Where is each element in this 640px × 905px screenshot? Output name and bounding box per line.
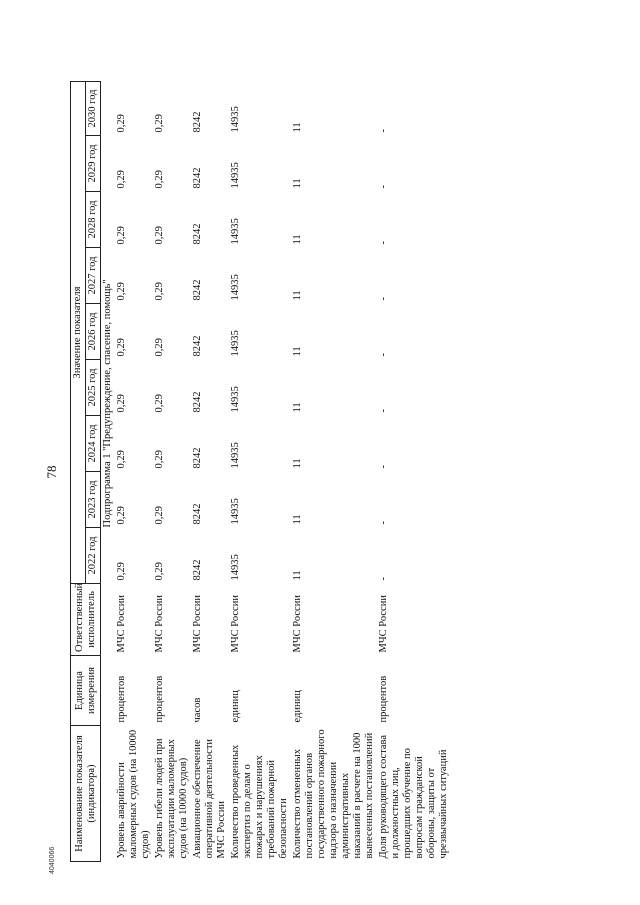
table-row xyxy=(229,81,291,861)
header-year: 2022 год xyxy=(86,528,101,584)
table-row xyxy=(191,81,229,861)
indicator-value: 0,29 xyxy=(116,226,127,245)
indicator-value: 0,29 xyxy=(116,338,127,357)
indicator-executor: МЧС России xyxy=(292,595,303,653)
indicator-value: 0,29 xyxy=(154,114,165,133)
indicator-value: 8242 xyxy=(192,335,203,357)
indicator-value: 8242 xyxy=(192,447,203,469)
indicator-value: 11 xyxy=(292,570,303,581)
indicator-name: Уровень гибели людей при эксплуатации маломерных судов (на 10000 судов) xyxy=(154,738,189,859)
header-year: 2030 год xyxy=(86,81,101,135)
table-row xyxy=(291,81,377,861)
indicator-executor: МЧС России xyxy=(116,595,127,653)
indicator-unit: единиц xyxy=(230,690,241,723)
table-row xyxy=(377,81,451,861)
indicator-value: 11 xyxy=(292,178,303,189)
indicator-value: 14935 xyxy=(230,442,241,469)
indicator-value: 11 xyxy=(292,122,303,133)
header-values: Значение показателя xyxy=(71,81,86,583)
indicator-value: 8242 xyxy=(192,111,203,133)
indicator-value: 11 xyxy=(292,514,303,525)
indicator-value: 8242 xyxy=(192,503,203,525)
header-year: 2029 год xyxy=(86,136,101,192)
indicator-executor: МЧС России xyxy=(230,595,241,653)
indicator-value: - xyxy=(378,521,389,525)
indicator-value: 0,29 xyxy=(116,114,127,133)
indicator-value: 0,29 xyxy=(116,282,127,301)
indicator-value: - xyxy=(378,577,389,581)
indicator-value: 11 xyxy=(292,234,303,245)
header-name: Наименование показателя (индикатора) xyxy=(71,726,101,862)
header-year: 2023 год xyxy=(86,472,101,528)
header-year: 2026 год xyxy=(86,304,101,360)
indicator-unit: процентов xyxy=(116,675,127,723)
indicator-unit: процентов xyxy=(154,675,165,723)
header-year: 2024 год xyxy=(86,416,101,472)
indicator-value: 14935 xyxy=(230,498,241,525)
indicator-value: 0,29 xyxy=(154,450,165,469)
table-body xyxy=(101,81,452,861)
header-year: 2025 год xyxy=(86,360,101,416)
indicator-value: 0,29 xyxy=(116,170,127,189)
subprogram-title: Подпрограмма 1 "Предупреждение, спасение, помощь" xyxy=(102,279,113,528)
indicator-value: 0,29 xyxy=(116,450,127,469)
indicator-value: 14935 xyxy=(230,162,241,189)
indicator-value: 11 xyxy=(292,458,303,469)
indicator-unit: единиц xyxy=(292,690,303,723)
indicator-value: 0,29 xyxy=(154,506,165,525)
indicator-value: 14935 xyxy=(230,274,241,301)
table-row xyxy=(153,81,191,861)
indicator-executor: МЧС России xyxy=(154,595,165,653)
indicator-value: 11 xyxy=(292,402,303,413)
indicator-value: 0,29 xyxy=(154,170,165,189)
indicator-value: 14935 xyxy=(230,330,241,357)
header-unit: Единица измерения xyxy=(71,656,101,726)
indicator-name: Количество отмененных постановлений органов государственного пожарного надзора о назначении административных наказаний в расчете на 1000 вынесенных постановлений xyxy=(292,729,375,859)
indicator-value: - xyxy=(378,185,389,189)
header-year: 2028 год xyxy=(86,192,101,248)
indicator-value: 14935 xyxy=(230,554,241,581)
rotated-page xyxy=(44,82,584,874)
indicator-value: - xyxy=(378,465,389,469)
indicator-value: 11 xyxy=(292,290,303,301)
indicator-name: Уровень аварийности маломерных судов (на 10000 судов) xyxy=(116,729,151,859)
indicator-executor: МЧС России xyxy=(192,595,203,653)
indicator-value: - xyxy=(378,129,389,133)
indicator-value: 8242 xyxy=(192,223,203,245)
indicator-value: 0,29 xyxy=(116,506,127,525)
indicator-value: 14935 xyxy=(230,386,241,413)
indicator-value: 11 xyxy=(292,346,303,357)
indicator-name: Количество проведенных экспертиз по делам о пожарах и нарушениях требований пожарной безопасности xyxy=(230,744,289,859)
indicator-executor: МЧС России xyxy=(378,595,389,653)
indicator-value: 0,29 xyxy=(154,562,165,581)
indicator-value: - xyxy=(378,353,389,357)
header-year: 2027 год xyxy=(86,248,101,304)
indicator-value: 0,29 xyxy=(154,282,165,301)
indicator-value: 8242 xyxy=(192,279,203,301)
indicator-value: 8242 xyxy=(192,167,203,189)
page-number: 78 xyxy=(44,465,59,479)
indicator-value: 0,29 xyxy=(116,562,127,581)
indicator-value: - xyxy=(378,241,389,245)
document-stamp: 4040066 xyxy=(49,846,56,874)
indicator-value: - xyxy=(378,297,389,301)
indicator-value: 0,29 xyxy=(116,394,127,413)
indicators-table xyxy=(70,81,451,862)
indicator-value: 0,29 xyxy=(154,338,165,357)
header-executor: Ответственный исполнитель xyxy=(71,584,101,656)
indicator-value: 0,29 xyxy=(154,394,165,413)
indicator-name: Авиационное обеспечение оперативной деятельности МЧС России xyxy=(192,738,227,859)
indicator-value: 8242 xyxy=(192,391,203,413)
indicator-value: 14935 xyxy=(230,218,241,245)
indicator-value: 8242 xyxy=(192,559,203,581)
indicator-value: 14935 xyxy=(230,106,241,133)
indicator-value: 0,29 xyxy=(154,226,165,245)
indicator-value: - xyxy=(378,409,389,413)
table-row xyxy=(115,81,153,861)
indicator-unit: часов xyxy=(192,697,203,723)
indicator-name: Доля руководящего состава и должностных лиц, прошедших обучение по вопросам гражданской обороны, защиты от чрезвычайных ситуаций xyxy=(378,734,449,859)
indicator-unit: процентов xyxy=(378,675,389,723)
